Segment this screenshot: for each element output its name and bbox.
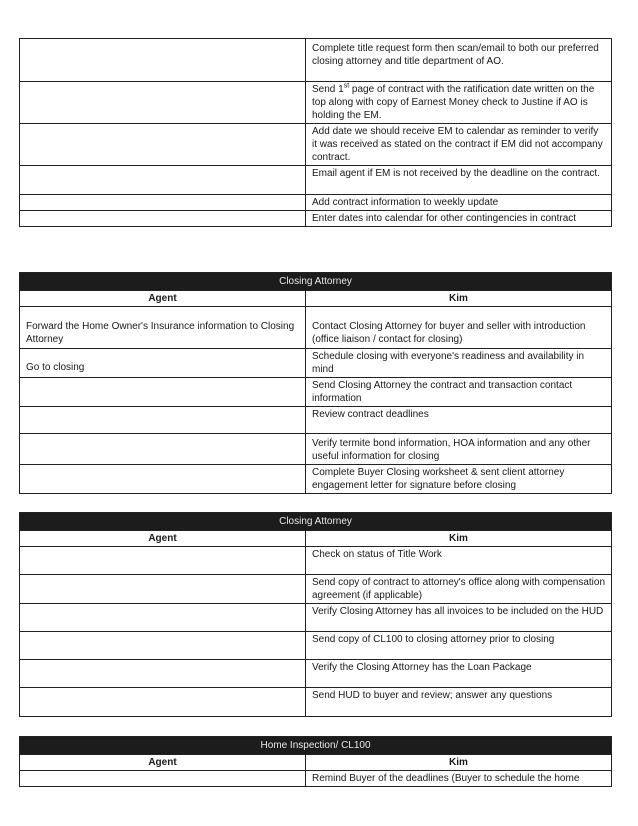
section-banner [20,737,612,755]
contract-tasks-table [19,38,612,227]
agent-cell [20,195,306,211]
header-row [20,291,612,307]
kim-text: page of contract with the ratification date written on the top along with copy of Earnest Money check to Justine if AO is holding the EM. [312,84,595,121]
agent-cell [20,547,306,575]
table-row [20,166,612,195]
table-row [20,39,612,82]
table-row [20,307,612,349]
kim-cell: Verify the Closing Attorney has the Loan Package [306,660,612,688]
closing-attorney-table [19,272,612,494]
kim-cell: Send HUD to buyer and review; answer any questions [306,688,612,717]
agent-cell [20,166,306,195]
kim-cell: Verify termite bond information, HOA information and any other useful information for closing [306,434,612,465]
table-row [20,547,612,575]
table-row [20,124,612,166]
table-row [20,632,612,660]
home-inspection-table [19,736,612,787]
table-row [20,604,612,632]
kim-cell: Send copy of CL100 to closing attorney prior to closing [306,632,612,660]
kim-cell: Add date we should receive EM to calendar as reminder to verify it was received as stated on the contract if EM did not accompany contract. [306,124,612,166]
agent-cell [20,82,306,124]
kim-cell: Send Closing Attorney the contract and transaction contact information [306,378,612,407]
kim-cell: Complete title request form then scan/email to both our preferred closing attorney and title department of AO. [306,39,612,82]
kim-cell [306,82,612,124]
table-row [20,378,612,407]
kim-cell: Schedule closing with everyone's readiness and availability in mind [306,349,612,378]
kim-cell: Email agent if EM is not received by the deadline on the contract. [306,166,612,195]
kim-cell: Send copy of contract to attorney's office along with compensation agreement (if applicable) [306,575,612,604]
kim-cell: Complete Buyer Closing worksheet & sent client attorney engagement letter for signature before closing [306,465,612,494]
ordinal-suffix: st [343,82,350,90]
section-banner [20,513,612,531]
col-kim-header: Kim [306,531,612,547]
table-row [20,195,612,211]
table-row [20,660,612,688]
agent-cell [20,434,306,465]
header-row [20,755,612,771]
table-row [20,82,612,124]
table-row [20,434,612,465]
agent-cell [20,688,306,717]
kim-cell: Remind Buyer of the deadlines (Buyer to schedule the home [306,771,612,787]
col-kim-header: Kim [306,291,612,307]
agent-cell [20,771,306,787]
kim-cell: Contact Closing Attorney for buyer and seller with introduction (office liaison / contact for closing) [306,307,612,349]
agent-cell [20,465,306,494]
header-row [20,531,612,547]
kim-cell: Review contract deadlines [306,407,612,434]
agent-cell [20,632,306,660]
table-row [20,211,612,227]
table-row [20,688,612,717]
col-agent-header: Agent [20,531,306,547]
agent-cell [20,378,306,407]
kim-text: Send 1 [312,84,344,95]
agent-cell: Go to closing [20,349,306,378]
agent-cell [20,407,306,434]
col-agent-header: Agent [20,291,306,307]
kim-cell: Enter dates into calendar for other contingencies in contract [306,211,612,227]
agent-cell [20,604,306,632]
table-row [20,771,612,787]
kim-cell: Add contract information to weekly update [306,195,612,211]
col-agent-header: Agent [20,755,306,771]
table-row [20,349,612,378]
section-title: Closing Attorney [20,273,612,291]
agent-cell [20,575,306,604]
agent-cell [20,211,306,227]
section-banner [20,273,612,291]
agent-cell [20,660,306,688]
table-row [20,465,612,494]
table-row [20,407,612,434]
agent-cell [20,124,306,166]
kim-cell: Verify Closing Attorney has all invoices to be included on the HUD [306,604,612,632]
agent-cell [20,39,306,82]
table-row [20,575,612,604]
kim-cell: Check on status of Title Work [306,547,612,575]
section-title: Home Inspection/ CL100 [20,737,612,755]
closing-attorney-table-2 [19,512,612,717]
section-title: Closing Attorney [20,513,612,531]
agent-cell: Forward the Home Owner's Insurance information to Closing Attorney [20,307,306,349]
col-kim-header: Kim [306,755,612,771]
